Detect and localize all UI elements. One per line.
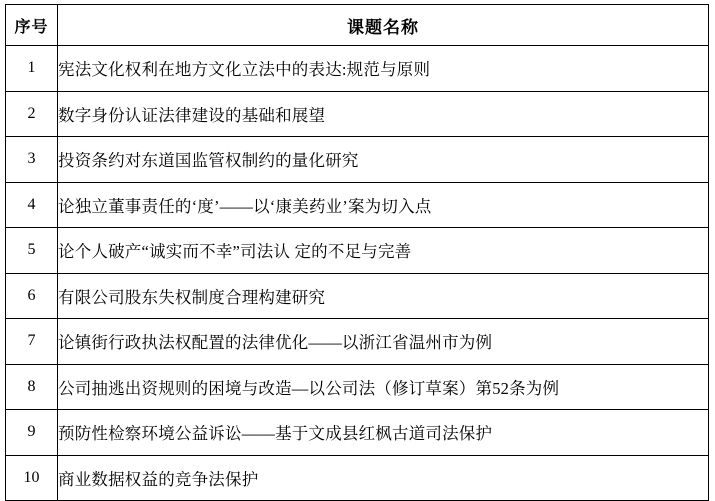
row-index: 9 [6, 410, 58, 456]
document-page [0, 4, 715, 493]
row-index: 3 [6, 137, 58, 183]
table-row [6, 364, 709, 410]
row-index: 7 [6, 319, 58, 365]
table-row [6, 182, 709, 228]
row-title: 公司抽逃出资规则的困境与改造—以公司法（修订草案）第52条为例 [58, 364, 709, 410]
table-row [6, 410, 709, 456]
row-title: 论镇街行政执法权配置的法律优化——以浙江省温州市为例 [58, 319, 709, 365]
table-row [6, 46, 709, 92]
column-header-title: 课题名称 [58, 5, 709, 46]
row-index: 6 [6, 273, 58, 319]
table-row [6, 273, 709, 319]
row-title: 预防性检察环境公益诉讼——基于文成县红枫古道司法保护 [58, 410, 709, 456]
table-header [6, 5, 709, 46]
row-index: 2 [6, 91, 58, 137]
table-body [6, 46, 709, 501]
table-row [6, 228, 709, 274]
topic-table [5, 4, 709, 501]
row-title: 数字身份认证法律建设的基础和展望 [58, 91, 709, 137]
row-title: 有限公司股东失权制度合理构建研究 [58, 273, 709, 319]
row-title: 投资条约对东道国监管权制约的量化研究 [58, 137, 709, 183]
row-title: 论个人破产“诚实而不幸”司法认 定的不足与完善 [58, 228, 709, 274]
table-row [6, 319, 709, 365]
row-title: 宪法文化权利在地方文化立法中的表达:规范与原则 [58, 46, 709, 92]
table-row [6, 455, 709, 501]
table-row [6, 137, 709, 183]
row-index: 8 [6, 364, 58, 410]
row-index: 1 [6, 46, 58, 92]
row-title: 商业数据权益的竞争法保护 [58, 455, 709, 501]
table-row [6, 91, 709, 137]
row-index: 5 [6, 228, 58, 274]
row-index: 10 [6, 455, 58, 501]
row-title: 论独立董事责任的‘度’——以‘康美药业’案为切入点 [58, 182, 709, 228]
row-index: 4 [6, 182, 58, 228]
column-header-index: 序号 [6, 5, 58, 46]
table-header-row [6, 5, 709, 46]
